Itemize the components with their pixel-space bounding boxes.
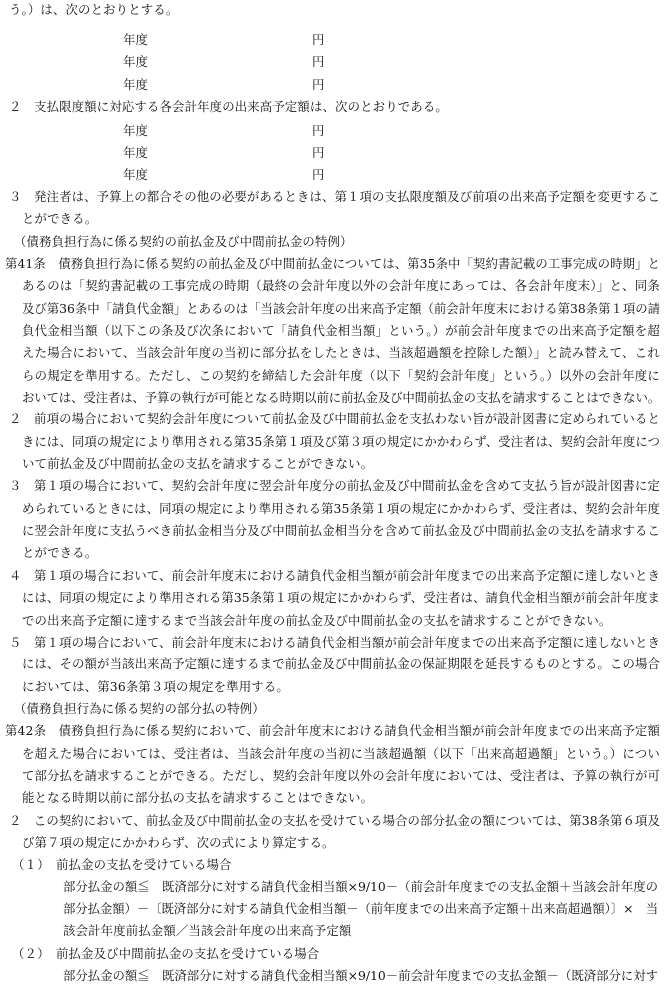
- text-line: 年度: [123, 54, 149, 69]
- text-line: 円: [312, 167, 325, 182]
- text-line: 能となる時期以前に部分払の支払を請求することはできない。: [22, 790, 374, 805]
- text-line: 第42条 債務負担行為に係る契約において、前会計年度末における請負代金相当額が前会計年度までの出来高予定額: [5, 723, 660, 738]
- text-line: においては、第36条第３項の規定を準用する。: [22, 679, 289, 694]
- text-line: 年度: [123, 145, 149, 160]
- text-line: （１） 前払金の支払を受けている場合: [12, 857, 232, 872]
- text-line: とができる。: [22, 211, 98, 226]
- text-line: ２ この契約において、前払金及び中間前払金の支払を受けている場合の部分払金の額については、第38条第６項及: [9, 813, 660, 828]
- text-line: に翌会計年度に支払うべき前払金相当分及び中間前払金相当分を含めて前払金及び中間前払金の支払を請求するこ: [22, 523, 660, 538]
- text-line: （債務負担行為に係る契約の前払金及び中間前払金の特例）: [14, 234, 353, 249]
- text-line: び第７項の規定にかかわらず、次の式により算定する。: [22, 835, 335, 850]
- text-line: 部分払金の額≦ 既済部分に対する請負代金相当額×9/10－前会計年度までの支払金額－（既済部分に対す: [63, 968, 658, 983]
- text-line: 該会計年度前払金額／当該会計年度の出来高予定額: [63, 923, 352, 938]
- text-line: 部分払金額）－〔既済部分に対する請負代金相当額－（前年度までの出来高予定額＋出来高超過額）〕× 当: [63, 901, 659, 916]
- text-line: 年度: [123, 123, 149, 138]
- text-line: いて前払金及び中間前払金の支払を請求することができない。: [22, 456, 374, 471]
- text-line: ２ 前項の場合において契約会計年度について前払金及び中間前払金を支払わない旨が設計図書に定められていると: [9, 411, 660, 426]
- text-line: あるのは「契約書記載の工事完成の時期（最終の会計年度以外の会計年度にあっては、各会計年度末）」と、同条: [22, 278, 660, 293]
- text-line: 年度: [123, 32, 149, 47]
- text-line: とができる。: [22, 545, 98, 560]
- text-line: （債務負担行為に係る契約の部分払の特例）: [14, 701, 265, 716]
- text-line: ４ 第１項の場合において、前会計年度末における請負代金相当額が前会計年度までの出来高予定額に達しないとき: [9, 568, 660, 583]
- text-line: 円: [312, 77, 325, 92]
- text-line: う。）は、次のとおりとする。: [9, 2, 179, 17]
- text-line: 円: [312, 123, 325, 138]
- text-line: 負代金相当額（以下この条及び次条において「請負代金相当額」という。）が前会計年度までの出来高予定額を超: [22, 323, 660, 338]
- text-line: きには、同項の規定により準用される第35条第１項及び第３項の規定にかかわらず、受注者は、契約会計年度につ: [22, 434, 660, 449]
- text-line: 年度: [123, 167, 149, 182]
- text-line: 円: [312, 145, 325, 160]
- text-line: を超えた場合においては、受注者は、当該会計年度の当初に当該超過額（以下「出来高超過額」という。）につい: [22, 746, 660, 761]
- text-line: 円: [312, 32, 325, 47]
- text-line: 部分払金の額≦ 既済部分に対する請負代金相当額×9/10－（前会計年度までの支払金額＋当該会計年度の: [63, 879, 658, 894]
- text-line: ３ 第１項の場合において、契約会計年度に翌会計年度分の前払金及び中間前払金を含めて支払う旨が設計図書に定: [9, 478, 660, 493]
- text-line: おいては、受注者は、予算の執行が可能となる時期以前に前払金及び中間前払金の支払を請求することはできない。: [22, 390, 660, 405]
- text-line: ２ 支払限度額に対応する各会計年度の出来高予定額は、次のとおりである。: [9, 99, 448, 114]
- text-line: での出来高予定額に達するまで当該会計年度の前払金及び中間前払金の支払を請求することができない。: [22, 613, 612, 628]
- text-line: ３ 発注者は、予算上の都合その他の必要があるときは、第１項の支払限度額及び前項の出来高予定額を変更するこ: [9, 189, 660, 204]
- text-line: には、同項の規定により準用される第35条第１項の規定にかかわらず、受注者は、請負代金相当額が前会計年度ま: [22, 590, 660, 605]
- text-line: ５ 第１項の場合において、前会計年度末における請負代金相当額が前会計年度までの出来高予定額に達しないとき: [9, 635, 660, 650]
- text-line: 第41条 債務負担行為に係る契約の前払金及び中間前払金については、第35条中「契約書記載の工事完成の時期」と: [5, 256, 660, 271]
- text-line: 年度: [123, 77, 149, 92]
- text-line: 及び第36条中「請負代金額」とあるのは「当該会計年度の出来高予定額（前会計年度末における第38条第１項の請: [22, 301, 660, 316]
- text-line: には、その額が当該出来高予定額に達するまで前払金及び中間前払金の保証期限を延長するものとする。この場合: [22, 656, 660, 671]
- text-line: められているときには、同項の規定により準用される第35条第１項の規定にかかわらず、受注者は、契約会計年度: [22, 501, 660, 516]
- text-line: らの規定を準用する。ただし、この契約を締結した会計年度（以下「契約会計年度」という。）以外の会計年度に: [22, 368, 660, 383]
- text-line: （２） 前払金及び中間前払金の支払を受けている場合: [12, 946, 320, 961]
- text-line: えた場合において、当該会計年度の当初に部分払をしたときは、当該超過額を控除した額）」と読み替えて、これ: [22, 345, 660, 360]
- text-line: 円: [312, 54, 325, 69]
- text-line: て部分払を請求することができる。ただし、契約会計年度以外の会計年度においては、受注者は、予算の執行が可: [22, 768, 660, 783]
